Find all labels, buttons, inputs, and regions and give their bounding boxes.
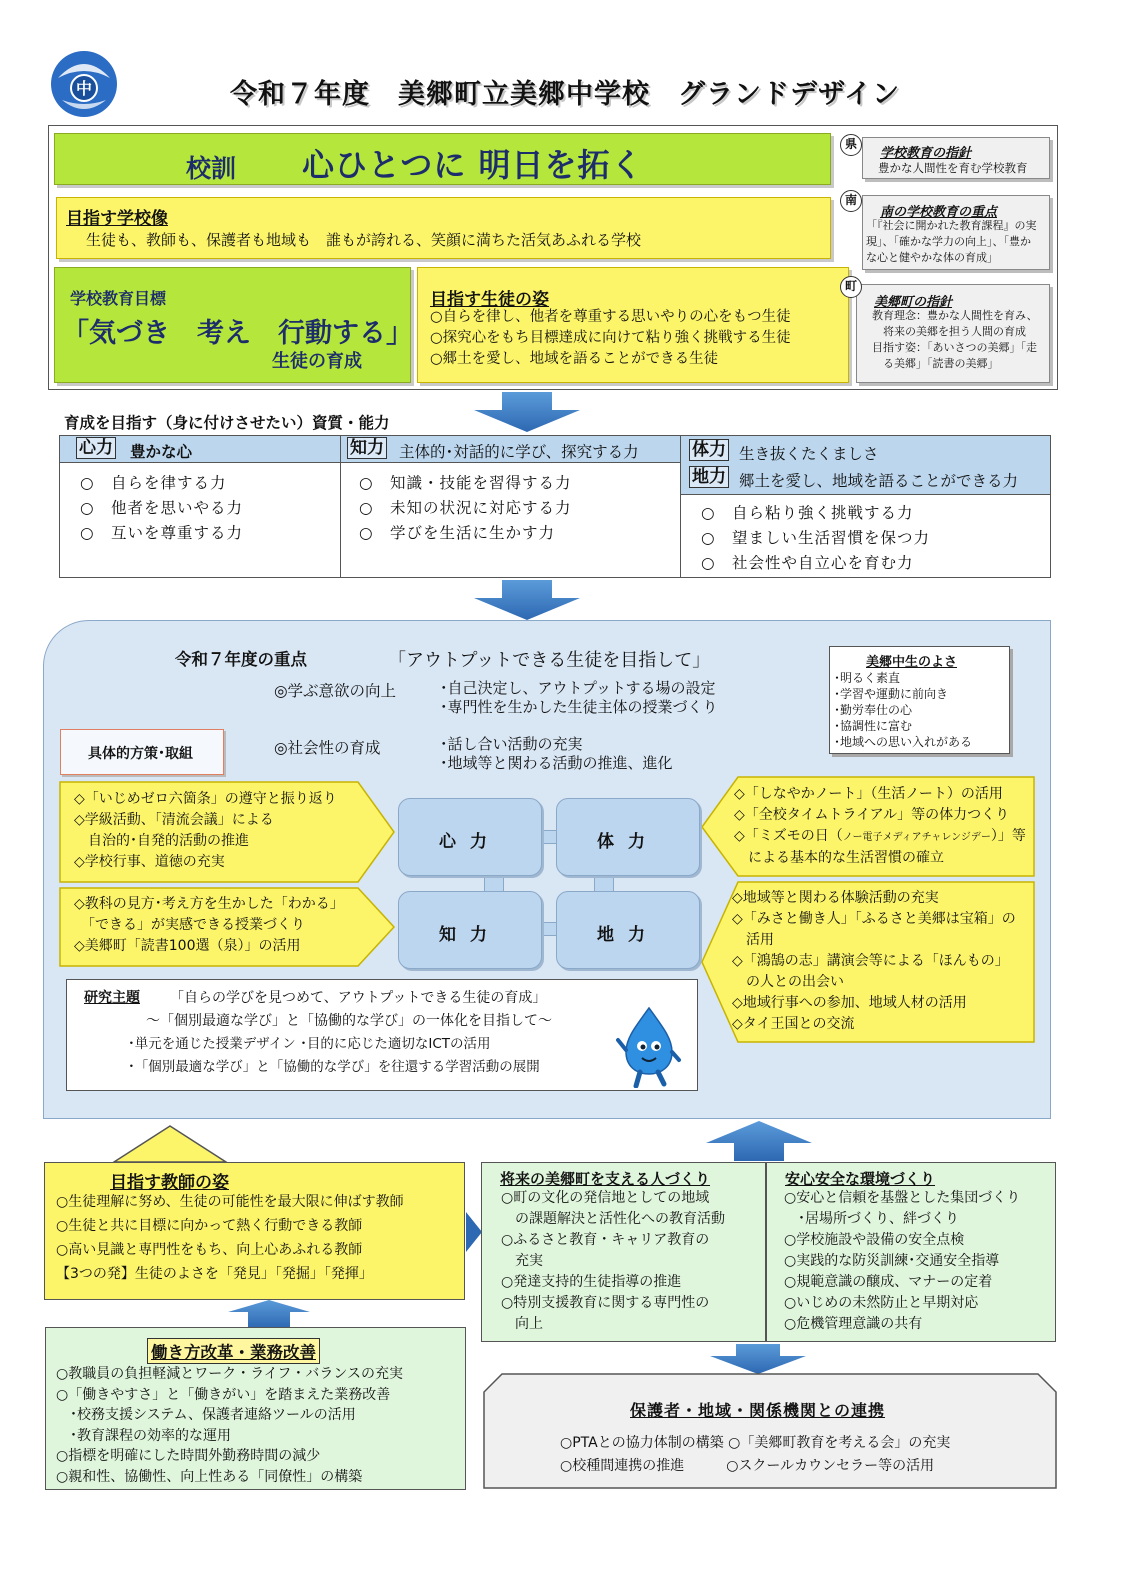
focus-label: 令和７年度の重点 bbox=[175, 650, 307, 669]
south-guideline-title: 南の学校教育の重点 bbox=[880, 205, 998, 220]
south-badge: 南 bbox=[840, 190, 862, 212]
list-item: ○安心と信頼を基盤とした集団づくり bbox=[784, 1190, 1021, 1206]
action-list-right-bottom bbox=[732, 888, 1016, 1035]
school-emblem-text: 中 bbox=[75, 79, 93, 98]
list-item: ○教職員の負担軽減とワーク・ライフ・バランスの充実 bbox=[56, 1366, 403, 1382]
quality-head bbox=[681, 436, 1050, 495]
list-item: ･単元を通じた授業デザイン ･目的に応じた適切なICTの活用 bbox=[128, 1036, 491, 1052]
prefecture-guideline-title: 学校教育の指針 bbox=[880, 146, 972, 161]
list-item: ○学校施設や設備の安全点検 bbox=[784, 1232, 965, 1248]
text-fragment: ）」等 bbox=[990, 828, 1026, 844]
list-item: ･勤労奉仕の心 bbox=[834, 703, 913, 717]
quality-list bbox=[681, 495, 1050, 576]
research-subtitle: ～「個別最適な学び」と「協働的な学び」の一体化を目指して～ bbox=[146, 1013, 552, 1029]
quality-head bbox=[60, 436, 340, 463]
quality-list bbox=[60, 463, 340, 546]
school-emblem-icon bbox=[48, 48, 120, 120]
list-item: ○規範意識の醸成、マナーの定着 bbox=[784, 1274, 993, 1290]
text-fragment-small: ノー電子メディアチャレンジデー bbox=[842, 832, 991, 843]
education-goal-label: 学校教育目標 bbox=[70, 289, 167, 308]
page-title: 令和７年度 美郷町立美郷中学校 グランドデザイン bbox=[230, 79, 901, 110]
list-item: ･校務支援システム、保護者連絡ツールの活用 bbox=[56, 1407, 356, 1423]
power-label-chi: 知力 bbox=[439, 925, 501, 945]
list-item: ･学習や運動に前向き bbox=[834, 687, 949, 701]
list-item: 自治的･自発的活動の推進 bbox=[74, 833, 249, 849]
text-line: な心と健やかな体の育成」 bbox=[866, 251, 998, 264]
list-item: ◇美郷町「読書100選（泉）」の活用 bbox=[74, 938, 301, 954]
quality-head-text: 主体的･対話的に学び、探究する力 bbox=[399, 443, 639, 461]
list-item: ○特別支援教育に関する専門性の bbox=[501, 1295, 710, 1311]
text-line: 「『社会に開かれた教育課程』の実 bbox=[866, 219, 1037, 232]
list-item: ○いじめの未然防止と早期対応 bbox=[784, 1295, 979, 1311]
measures-label: 具体的方策･取組 bbox=[88, 746, 193, 762]
divider bbox=[765, 1162, 767, 1342]
list-item: ○自らを律し、他者を尊重する思いやりの心をもつ生徒 bbox=[430, 309, 791, 325]
list-item: ･話し合い活動の充実 bbox=[440, 735, 583, 753]
text-line: る美郷」「読書の美郷」 bbox=[872, 357, 999, 370]
focus-point-items bbox=[440, 679, 718, 717]
list-item: ◇学級活動、「清流会議」による bbox=[74, 812, 274, 828]
list-item: ○ 自らを律する力 bbox=[80, 474, 227, 492]
quality-tag: 体力 bbox=[689, 439, 729, 461]
list-item: ○PTAとの協力体制の構築 ○「美郷町教育を考える会」の充実 bbox=[560, 1435, 951, 1451]
list-item: ◇地域等と関わる体験活動の充実 bbox=[732, 890, 939, 906]
list-item: 活用 bbox=[732, 932, 774, 948]
list-item: ○ 自ら粘り強く挑戦する力 bbox=[701, 504, 914, 522]
text-line: 現」、「確かな学力の向上」、「豊か bbox=[866, 235, 1031, 248]
list-item: の人との出会い bbox=[732, 974, 844, 990]
quality-head-text: 生き抜くたくましさ bbox=[739, 445, 879, 463]
partnership-list bbox=[560, 1432, 950, 1478]
arrow-up-icon bbox=[706, 1121, 812, 1161]
list-item: ◇タイ王国との交流 bbox=[732, 1016, 855, 1032]
town-guideline-title: 美郷町の指針 bbox=[874, 295, 953, 310]
quality-tag: 知力 bbox=[347, 437, 387, 459]
list-item: ○指標を明確にした時間外勤務時間の減少 bbox=[56, 1448, 321, 1464]
list-item: ◇「全校タイムトライアル」等の体力つくり bbox=[734, 807, 1010, 823]
quality-column-chi bbox=[340, 435, 681, 578]
quality-head bbox=[341, 436, 680, 463]
focus-point-head: ◎学ぶ意欲の向上 bbox=[274, 682, 397, 700]
text-line: 目指す姿：「あいさつの美郷」「走 bbox=[872, 341, 1037, 354]
list-item bbox=[734, 826, 1026, 848]
arrow-up-icon bbox=[228, 1300, 310, 1328]
list-item: ○親和性、協働性、向上性ある「同僚性」の構築 bbox=[56, 1468, 363, 1485]
school-vision-text: 生徒も、教師も、保護者も地域も 誰もが誇れる、笑顔に満ちた活気あふれる学校 bbox=[86, 231, 642, 249]
research-label: 研究主題 bbox=[84, 990, 140, 1006]
school-vision-title: 目指す学校像 bbox=[66, 209, 168, 229]
focus-point-head: ◎社会性の育成 bbox=[274, 739, 381, 757]
arrow-up-icon bbox=[112, 1124, 228, 1164]
list-item: ･地域等と関わる活動の推進、進化 bbox=[440, 754, 673, 772]
list-item: ○「働きやすさ」と「働きがい」を踏まえた業務改善 bbox=[56, 1386, 391, 1403]
focus-point-items bbox=[440, 735, 673, 773]
list-item: ◇教科の見方･考え方を生かした「わかる」 bbox=[74, 896, 344, 912]
power-label-ji: 地力 bbox=[597, 925, 659, 945]
list-item: ○生徒と共に目標に向かって熱く行動できる教師 bbox=[56, 1218, 363, 1234]
motto-label: 校訓 bbox=[186, 154, 237, 183]
student-ideal-title: 目指す生徒の姿 bbox=[430, 290, 549, 310]
arrow-right-icon bbox=[466, 1212, 482, 1252]
list-item: ･地域への思い入れがある bbox=[834, 735, 973, 749]
list-item: ○ 他者を思いやる力 bbox=[80, 499, 244, 517]
arrow-down-icon bbox=[474, 580, 580, 620]
safety-title: 安心安全な環境づくり bbox=[785, 1170, 936, 1188]
list-item: ○ふるさと教育・キャリア教育の bbox=[501, 1232, 710, 1248]
list-item: の課題解決と活性化への教育活動 bbox=[501, 1211, 725, 1227]
list-item: 充実 bbox=[501, 1253, 543, 1269]
text-line: 教育理念：豊かな人間性を育み、 bbox=[872, 309, 1038, 322]
education-goal-sub: 生徒の育成 bbox=[272, 351, 362, 372]
student-ideal-list bbox=[430, 307, 791, 370]
action-list-left-bottom bbox=[74, 894, 344, 957]
list-item: ○発達支持的生徒指導の推進 bbox=[501, 1274, 682, 1290]
list-item: ◇「いじめゼロ六箇条」の遵守と振り返り bbox=[74, 791, 337, 807]
quality-head-text-2: 郷土を愛し、地域を語ることができる力 bbox=[739, 472, 1019, 490]
list-item: ○生徒理解に努め、生徒の可能性を最大限に伸ばす教師 bbox=[56, 1194, 404, 1210]
list-item: ◇「みさと働き人」「ふるさと美郷は宝箱」の bbox=[732, 911, 1016, 927]
action-list-right-top bbox=[734, 784, 1026, 869]
safety-list bbox=[784, 1188, 1020, 1335]
south-guideline-text bbox=[866, 218, 1037, 266]
future-community-title: 将来の美郷町を支える人づくり bbox=[500, 1170, 711, 1188]
list-item: ○高い見識と専門性をもち、向上心あふれる教師 bbox=[56, 1242, 363, 1258]
list-item: ･居場所づくり、絆づくり bbox=[784, 1211, 959, 1227]
partnership-title: 保護者・地域・関係機関との連携 bbox=[630, 1401, 886, 1420]
quality-list bbox=[341, 463, 680, 546]
research-items bbox=[128, 1033, 540, 1079]
list-item: 向上 bbox=[501, 1316, 543, 1332]
goodness-list bbox=[834, 670, 972, 750]
list-item: ○探究心をもち目標達成に向けて粘り強く挑戦する生徒 bbox=[430, 330, 791, 346]
list-item: ○危機管理意識の共有 bbox=[784, 1316, 923, 1332]
list-item: ◇地域行事への参加、地域人材の活用 bbox=[732, 995, 967, 1011]
town-guideline-text bbox=[872, 308, 1038, 372]
qualities-header: 育成を目指す（身に付けさせたい）資質・能力 bbox=[64, 414, 390, 432]
list-item: ･「個別最適な学び」と「協働的な学び」を往還する学習活動の展開 bbox=[128, 1059, 540, 1075]
quality-tag-2: 地力 bbox=[689, 466, 729, 488]
prefecture-guideline-text: 豊かな人間性を育む学校教育 bbox=[878, 161, 1028, 175]
quality-column-tai-ji bbox=[680, 435, 1051, 578]
work-reform-list bbox=[56, 1364, 403, 1487]
arrow-down-icon bbox=[710, 1344, 806, 1374]
focus-theme: 「アウトプットできる生徒を目指して」 bbox=[388, 650, 711, 671]
list-item: ○郷土を愛し、地域を語ることができる生徒 bbox=[430, 351, 719, 367]
power-label-kokoro: 心力 bbox=[439, 832, 501, 852]
list-item: ･明るく素直 bbox=[834, 671, 901, 685]
education-goal-main: 「気づき 考え 行動する」 bbox=[62, 318, 413, 349]
list-item: ･協調性に富む bbox=[834, 719, 913, 733]
list-item: ･自己決定し、アウトプットする場の設定 bbox=[440, 679, 716, 697]
list-item: 【3つの発】生徒のよさを「発見」「発掘」「発揮」 bbox=[56, 1266, 373, 1282]
list-item: ･専門性を生かした生徒主体の授業づくり bbox=[440, 698, 718, 716]
list-item: ◇「しなやかノート」（生活ノート）の活用 bbox=[734, 786, 1003, 802]
action-list-left-top bbox=[74, 789, 337, 873]
list-item: ◇学校行事、道徳の充実 bbox=[74, 854, 225, 870]
teacher-ideal-title: 目指す教師の姿 bbox=[110, 1173, 229, 1193]
quality-head-text: 豊かな心 bbox=[130, 443, 193, 461]
list-item: ○実践的な防災訓練･交通安全指導 bbox=[784, 1253, 1000, 1269]
list-item: ○ 互いを尊重する力 bbox=[80, 524, 244, 542]
future-community-list bbox=[501, 1188, 725, 1335]
work-reform-title: 働き方改革・業務改善 bbox=[151, 1343, 316, 1362]
list-item: ○ 知識・技能を習得する力 bbox=[359, 474, 572, 492]
quality-tag: 心力 bbox=[76, 437, 116, 459]
list-item: 「できる」が実感できる授業づくり bbox=[74, 917, 305, 933]
list-item: ○ 学びを生活に生かす力 bbox=[359, 524, 556, 542]
list-item: ◇「鴻鵠の志」講演会等による「ほんもの」 bbox=[732, 953, 1009, 969]
goodness-title: 美郷中生のよさ bbox=[866, 655, 958, 670]
list-item: ○校種間連携の推進 ○スクールカウンセラー等の活用 bbox=[560, 1458, 935, 1474]
motto-text: 心ひとつに 明日を拓く bbox=[302, 146, 644, 184]
power-label-tai: 体力 bbox=[597, 832, 659, 852]
text-fragment: ◇「ミズモの日（ bbox=[734, 828, 843, 844]
quality-column-kokoro bbox=[59, 435, 341, 578]
arrow-down-icon bbox=[474, 392, 580, 432]
prefecture-badge: 県 bbox=[840, 134, 862, 156]
water-drop-mascot-icon bbox=[616, 1004, 682, 1088]
list-item: ○ 未知の状況に対応する力 bbox=[359, 499, 572, 517]
list-item: による基本的な生活習慣の確立 bbox=[734, 850, 944, 866]
work-reform-title-frame bbox=[147, 1338, 320, 1364]
list-item: ○町の文化の発信地としての地域 bbox=[501, 1190, 710, 1206]
list-item: ･教育課程の効率的な運用 bbox=[56, 1427, 231, 1444]
list-item: ○ 社会性や自立心を育む力 bbox=[701, 554, 914, 572]
list-item: ○ 望ましい生活習慣を保つ力 bbox=[701, 529, 931, 547]
town-badge: 町 bbox=[840, 276, 862, 298]
teacher-ideal-list bbox=[56, 1190, 404, 1286]
text-line: 将来の美郷を担う人間の育成 bbox=[872, 325, 1026, 338]
research-theme: 「自らの学びを見つめて、アウトプットできる生徒の育成」 bbox=[170, 990, 547, 1006]
